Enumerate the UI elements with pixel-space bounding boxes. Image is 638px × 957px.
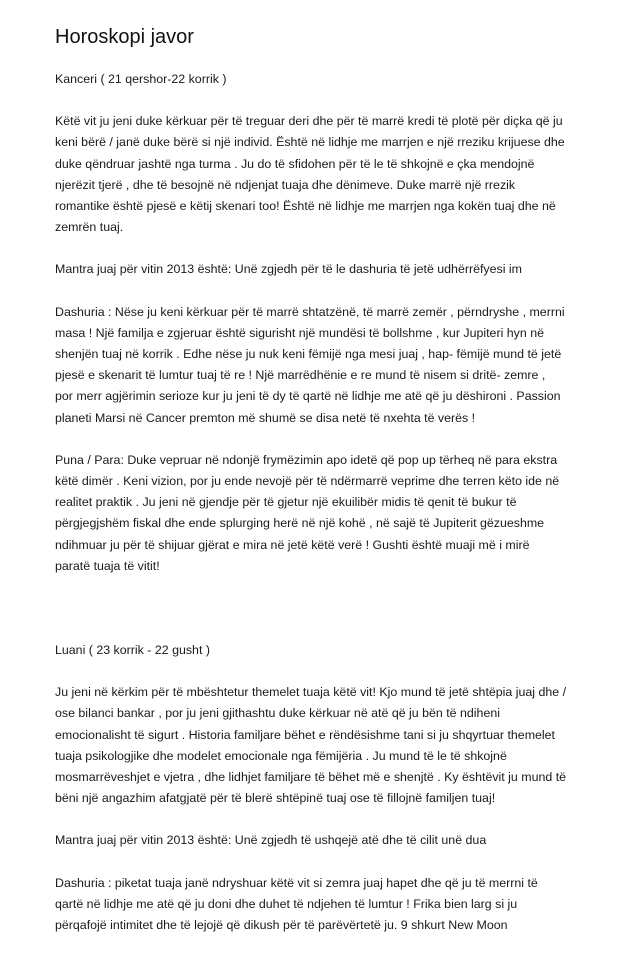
text-line: këtë dimër . Keni vizion, por ju ende nevojë për të ndërmarrë veprime dhe terren këto ide në (55, 474, 560, 489)
text-line: paratë tuaja të vitit! (55, 558, 160, 573)
text-line: bëni një angazhim afatgjatë për të blerë shtëpinë tuaj ose të fillojnë familjen tuaj! (55, 791, 496, 806)
paragraph (55, 450, 600, 577)
paragraph (55, 830, 600, 851)
text-line: përgjegjshëm fiskal dhe ende splurging herë në një kohë , në sajë të Jupiterit gëzueshme (55, 516, 545, 531)
horoscope-section (55, 640, 600, 936)
text-line: romantike është pjesë e këtij skenari too! Është në lidhje me marrjen nga kokën tuaj dhe në (55, 199, 556, 214)
text-line: ose bilanci bankar , por ju jeni gjithashtu duke kërkuar në atë që ju bën të ndiheni (55, 706, 500, 721)
text-line: por merr agjërimin serioze kur ju jeni të dy të qartë në lidhje me atë që ju dëshironi . Passion (55, 389, 561, 404)
text-line: tuaja psikologjike dhe modelet emocionale nga fëmijëria . Ju mund të le të shkojnë (55, 748, 507, 763)
text-line: Këtë vit ju jeni duke kërkuar për të treguar deri dhe për të marrë kredi të plotë për diçka që ju (55, 114, 563, 129)
text-line: zemrën tuaj. (55, 220, 124, 235)
text-line: mosmarrëveshjet e vjetra , dhe lidhjet familjare të bëhet më e shenjtë . Ky ështëvit ju mund të (55, 770, 567, 785)
text-line: përqafojë intimitet dhe të lejojë që dikush për të parëvërtetë ju. 9 shkurt New Moon (55, 918, 508, 933)
text-line: Kanceri ( 21 qershor-22 korrik ) (55, 72, 227, 86)
text-line: planeti Marsi në Cancer premton më shumë se disa netë të nxehta të verës ! (55, 410, 476, 425)
horoscope-section (55, 69, 600, 577)
paragraph (55, 111, 600, 238)
section-heading (55, 69, 600, 90)
section-heading (55, 640, 600, 661)
text-line: Mantra juaj për vitin 2013 është: Unë zgjedh për të le dashuria të jetë udhërrëfyesi im (55, 262, 522, 277)
text-line: Dashuria : piketat tuaja janë ndryshuar këtë vit si zemra juaj hapet dhe që ju të merrni të (55, 875, 538, 890)
paragraph (55, 873, 600, 937)
text-line: njerëzit tjerë , dhe të besojnë në ndjenjat tuaja dhe dënimeve. Duke marrë një rrezik (55, 177, 516, 192)
paragraph (55, 682, 600, 809)
text-line: shenjën tuaj në korrik . Edhe nëse ju nuk keni fëmijë nga mesi juaj , hap- fëmijë mund të jetë (55, 347, 562, 362)
section-gap (55, 598, 600, 640)
text-line: ndihmuar ju për të shijuar gjërat e mira në jetë këtë verë ! Gushti është muaji më i mirë (55, 537, 530, 552)
paragraph (55, 302, 600, 429)
paragraph (55, 259, 600, 280)
document-body (55, 69, 600, 936)
text-line: qartë në lidhje me atë që ju doni dhe duhet të ndjehen të lumtur ! Frika bien larg si ju (55, 896, 518, 911)
text-line: Puna / Para: Duke vepruar në ndonjë frymëzimin apo idetë që pop up tërheq në para ekstra (55, 452, 558, 467)
text-line: emocionalisht të sigurt . Historia familjare bëhet e rëndësishme tani si ju shqyrtuar themelet (55, 727, 555, 742)
text-line: Dashuria : Nëse ju keni kërkuar për të marrë shtatzënë, të marrë zemër , përndryshe , merrni (55, 304, 565, 319)
text-line: masa ! Një familja e zgjeruar është sigurisht një mundësi të bollshme , kur Jupiteri hyn në (55, 325, 544, 340)
text-line: Ju jeni në kërkim për të mbështetur themelet tuaja këtë vit! Kjo mund të jetë shtëpia juaj dhe / (55, 685, 567, 700)
text-line: realitet praktik . Ju jeni në gjendje për të gjetur një ekuilibër midis të qenit të bukur të (55, 495, 517, 510)
document-page (55, 24, 600, 957)
text-line: Luani ( 23 korrik - 22 gusht ) (55, 643, 210, 658)
text-line: pjesë e skenarit të lumtur tuaj të re ! Një marrëdhënie e re mund të nisem si dritë- zemre , (55, 368, 546, 383)
text-line: duke qëndruar jashtë nga turma . Ju do të sfidohen për të le të shkojnë e çka mendojnë (55, 156, 535, 171)
text-line: keni bërë / janë duke bërë si një individ. Është në lidhje me marrjen e një rreziku krijuese dhe (55, 135, 565, 150)
page-title: Horoskopi javor (55, 26, 194, 48)
text-line: Mantra juaj për vitin 2013 është: Unë zgjedh të ushqejë atë dhe të cilit unë dua (55, 833, 487, 848)
